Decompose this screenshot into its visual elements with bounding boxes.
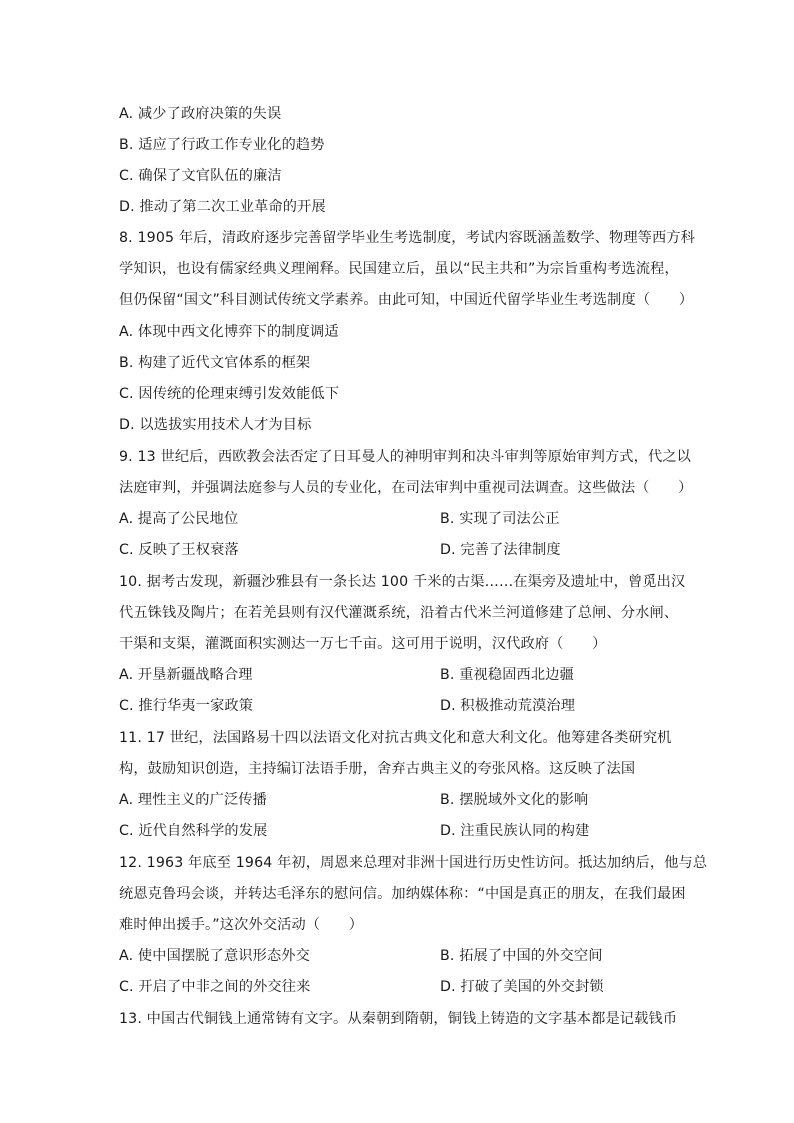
q10-option-a: A. 开垦新疆战略合理 [119,667,253,683]
q9-stem-line2: 法庭审判，并强调法庭参与人员的专业化，在司法审判中重视司法调查。这些做法（ ） [119,480,693,496]
q10-option-b: B. 重视稳固西北边疆 [440,667,574,683]
q8-option-b: B. 构建了近代文官体系的框架 [119,355,311,371]
q11-option-b: B. 摆脱域外文化的影响 [440,792,589,808]
q12-stem-line1: 12. 1963 年底至 1964 年初，周恩来总理对非洲十国进行历史性访问。抵达加纳后，他与总 [119,855,708,871]
q8-option-a: A. 体现中西文化博弈下的制度调适 [119,324,339,340]
q12-option-d: D. 打破了美国的外交封锁 [440,979,604,995]
q7-option-a: A. 减少了政府决策的失误 [119,106,282,122]
q12-option-b: B. 拓展了中国的外交空间 [440,948,603,964]
q8-option-c: C. 因传统的伦理束缚引发效能低下 [119,386,340,402]
q9-option-b: B. 实现了司法公正 [440,511,560,527]
q11-stem-line2: 构，鼓励知识创造，主持编订法语手册，舍弃古典主义的夸张风格。这反映了法国 [119,761,636,777]
q10-stem-line2: 代五铢钱及陶片；在若羌县则有汉代灌溉系统，沿着古代米兰河道修建了总闸、分水闸、 [119,605,679,621]
q11-option-c: C. 近代自然科学的发展 [119,823,268,839]
q7-option-d: D. 推动了第二次工业革命的开展 [119,199,326,215]
q9-option-d: D. 完善了法律制度 [440,542,561,558]
q9-stem-line1: 9. 13 世纪后，西欧教会法否定了日耳曼人的神明审判和决斗审判等原始审判方式，代之以 [119,449,691,465]
q11-option-d: D. 注重民族认同的构建 [440,823,590,839]
q9-option-c: C. 反映了王权衰落 [119,542,239,558]
q11-stem-line1: 11. 17 世纪，法国路易十四以法语文化对抗古典文化和意大利文化。他筹建各类研究机 [119,730,672,746]
q10-stem-line3: 干渠和支渠，灌溉面积实测达一万七千亩。这可用于说明，汉代政府（ ） [119,636,607,652]
q12-stem-line2: 统恩克鲁玛会谈，并转达毛泽东的慰问信。加纳媒体称：“中国是真正的朋友，在我们最困 [119,886,686,902]
q12-option-a: A. 使中国摆脱了意识形态外交 [119,948,310,964]
q12-stem-line3: 难时伸出援手。”这次外交活动（ ） [119,917,364,933]
q10-stem-line1: 10. 据考古发现，新疆沙雅县有一条长达 100 千米的古渠……在渠旁及遗址中，曾觅出汉 [119,574,686,590]
q8-stem-line3: 但仍保留“国文”科目测试传统文学素养。由此可知，中国近代留学毕业生考选制度（ ） [119,292,694,308]
q8-stem-line1: 8. 1905 年后，清政府逐步完善留学毕业生考选制度，考试内容既涵盖数学、物理等西方科 [119,230,696,246]
q8-option-d: D. 以选拔实用技术人才为目标 [119,417,312,433]
q10-option-d: D. 积极推动荒漠治理 [440,698,576,714]
q7-option-b: B. 适应了行政工作专业化的趋势 [119,137,325,153]
q12-option-c: C. 开启了中非之间的外交往来 [119,979,311,995]
q9-option-a: A. 提高了公民地位 [119,511,239,527]
q11-option-a: A. 理性主义的广泛传播 [119,792,267,808]
q10-option-c: C. 推行华夷一家政策 [119,698,254,714]
q7-option-c: C. 确保了文官队伍的廉洁 [119,168,282,184]
q13-stem-line1: 13. 中国古代铜钱上通常铸有文字。从秦朝到隋朝，铜钱上铸造的文字基本都是记载钱币 [119,1011,678,1027]
q8-stem-line2: 学知识，也设有儒家经典义理阐释。民国建立后，虽以“民主共和”为宗旨重构考选流程， [119,261,679,277]
